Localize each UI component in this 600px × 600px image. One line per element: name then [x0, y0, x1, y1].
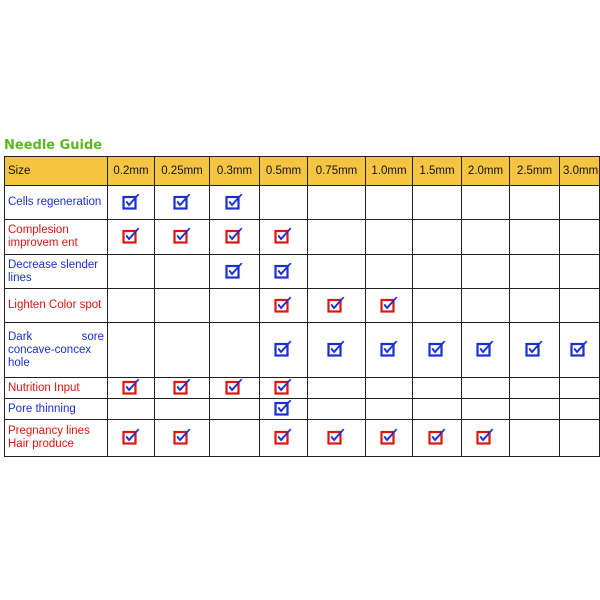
check-cell [260, 420, 308, 457]
check-cell [210, 186, 260, 220]
check-cell [260, 378, 308, 399]
check-cell [155, 399, 210, 420]
size-header: 2.5mm [510, 157, 560, 186]
check-cell [462, 378, 510, 399]
check-cell [560, 186, 600, 220]
check-cell [308, 220, 366, 255]
checkbox-check-icon [380, 296, 399, 313]
check-cell [510, 378, 560, 399]
row-label: Lighten Color spot [5, 289, 108, 323]
check-cell [155, 220, 210, 255]
size-column-header: Size [5, 157, 108, 186]
table-row [5, 420, 600, 457]
checkbox-check-icon [122, 378, 141, 395]
checkbox-check-icon [225, 227, 244, 244]
check-cell [366, 378, 413, 399]
checkbox-check-icon [173, 428, 192, 445]
checkbox-check-icon [428, 340, 447, 357]
check-cell [210, 378, 260, 399]
size-header: 0.5mm [260, 157, 308, 186]
row-label: Nutrition Input [5, 378, 108, 399]
check-cell [413, 399, 462, 420]
check-cell [560, 420, 600, 457]
size-header: 0.2mm [108, 157, 155, 186]
check-cell [560, 289, 600, 323]
table-row [5, 186, 600, 220]
table-row [5, 255, 600, 289]
checkbox-check-icon [122, 428, 141, 445]
check-cell [210, 323, 260, 378]
check-cell [108, 289, 155, 323]
check-cell [308, 399, 366, 420]
checkbox-check-icon [525, 340, 544, 357]
checkbox-check-icon [570, 340, 589, 357]
check-cell [308, 289, 366, 323]
check-cell [366, 186, 413, 220]
checkbox-check-icon [476, 340, 495, 357]
check-cell [462, 220, 510, 255]
needle-guide-table [4, 156, 600, 457]
check-cell [210, 420, 260, 457]
check-cell [462, 399, 510, 420]
checkbox-check-icon [327, 428, 346, 445]
check-cell [413, 186, 462, 220]
check-cell [560, 323, 600, 378]
checkbox-check-icon [173, 193, 192, 210]
checkbox-check-icon [380, 340, 399, 357]
check-cell [462, 323, 510, 378]
check-cell [510, 255, 560, 289]
table-header-row [5, 157, 600, 186]
check-cell [308, 323, 366, 378]
checkbox-check-icon [476, 428, 495, 445]
check-cell [413, 323, 462, 378]
table-row [5, 289, 600, 323]
checkbox-check-icon [173, 227, 192, 244]
check-cell [366, 323, 413, 378]
check-cell [462, 289, 510, 323]
checkbox-check-icon [173, 378, 192, 395]
check-cell [510, 186, 560, 220]
table-row [5, 323, 600, 378]
check-cell [260, 289, 308, 323]
check-cell [108, 255, 155, 289]
row-label: Cells regeneration [5, 186, 108, 220]
checkbox-check-icon [122, 227, 141, 244]
check-cell [210, 220, 260, 255]
check-cell [366, 220, 413, 255]
checkbox-check-icon [327, 296, 346, 313]
checkbox-check-icon [274, 262, 293, 279]
table-body [5, 186, 600, 457]
check-cell [308, 378, 366, 399]
check-cell [366, 399, 413, 420]
size-header: 0.75mm [308, 157, 366, 186]
check-cell [260, 323, 308, 378]
row-label: Pregnancy lines Hair produce [5, 420, 108, 457]
check-cell [560, 399, 600, 420]
check-cell [210, 255, 260, 289]
check-cell [510, 289, 560, 323]
checkbox-check-icon [274, 340, 293, 357]
checkbox-check-icon [274, 399, 293, 416]
size-header: 3.0mm [560, 157, 600, 186]
check-cell [510, 323, 560, 378]
row-label: Decrease slender lines [5, 255, 108, 289]
check-cell [308, 255, 366, 289]
size-header: 0.3mm [210, 157, 260, 186]
check-cell [308, 186, 366, 220]
check-cell [366, 420, 413, 457]
check-cell [413, 255, 462, 289]
size-header: 1.0mm [366, 157, 413, 186]
size-header: 0.25mm [155, 157, 210, 186]
checkbox-check-icon [274, 428, 293, 445]
check-cell [108, 378, 155, 399]
check-cell [560, 378, 600, 399]
check-cell [462, 255, 510, 289]
check-cell [155, 378, 210, 399]
check-cell [510, 220, 560, 255]
check-cell [413, 220, 462, 255]
check-cell [413, 378, 462, 399]
row-label: Dark sore concave-concex hole [5, 323, 108, 378]
check-cell [155, 323, 210, 378]
check-cell [462, 186, 510, 220]
check-cell [413, 420, 462, 457]
check-cell [366, 255, 413, 289]
check-cell [462, 420, 510, 457]
check-cell [155, 289, 210, 323]
size-header: 1.5mm [413, 157, 462, 186]
checkbox-check-icon [380, 428, 399, 445]
size-header: 2.0mm [462, 157, 510, 186]
check-cell [366, 289, 413, 323]
checkbox-check-icon [225, 378, 244, 395]
check-cell [260, 399, 308, 420]
check-cell [210, 399, 260, 420]
check-cell [260, 220, 308, 255]
check-cell [108, 220, 155, 255]
row-label: Complesion improvem ent [5, 220, 108, 255]
row-label: Pore thinning [5, 399, 108, 420]
checkbox-check-icon [122, 193, 141, 210]
check-cell [108, 420, 155, 457]
check-cell [155, 420, 210, 457]
checkbox-check-icon [225, 193, 244, 210]
check-cell [108, 399, 155, 420]
check-cell [510, 420, 560, 457]
check-cell [308, 420, 366, 457]
check-cell [510, 399, 560, 420]
table-row [5, 378, 600, 399]
check-cell [155, 186, 210, 220]
check-cell [260, 255, 308, 289]
checkbox-check-icon [428, 428, 447, 445]
check-cell [260, 186, 308, 220]
checkbox-check-icon [274, 296, 293, 313]
checkbox-check-icon [274, 378, 293, 395]
checkbox-check-icon [225, 262, 244, 279]
check-cell [413, 289, 462, 323]
check-cell [155, 255, 210, 289]
check-cell [560, 220, 600, 255]
checkbox-check-icon [327, 340, 346, 357]
check-cell [108, 323, 155, 378]
check-cell [210, 289, 260, 323]
checkbox-check-icon [274, 227, 293, 244]
check-cell [560, 255, 600, 289]
table-row [5, 399, 600, 420]
page-title: Needle Guide [4, 138, 103, 153]
check-cell [108, 186, 155, 220]
table-row [5, 220, 600, 255]
